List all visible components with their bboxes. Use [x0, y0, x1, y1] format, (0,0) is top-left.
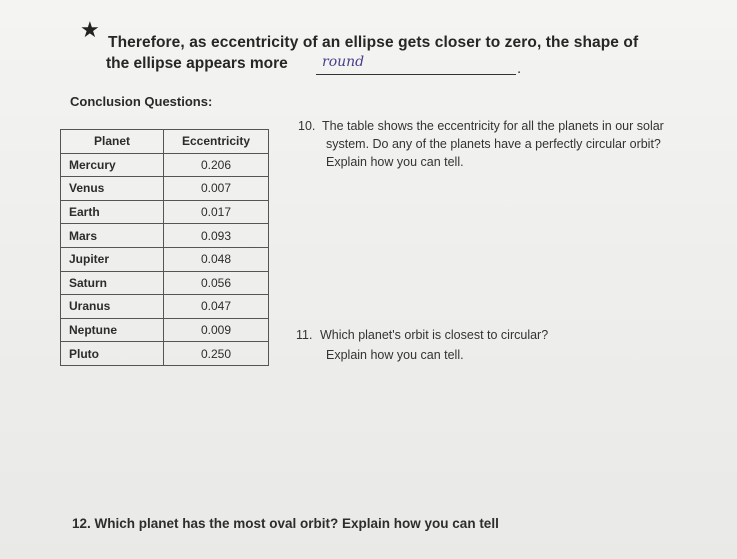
- eccentricity-value: 0.048: [164, 247, 269, 271]
- table-row: [61, 200, 269, 224]
- eccentricity-value: 0.093: [164, 224, 269, 248]
- question-10-line-2: system. Do any of the planets have a perfectly circular orbit?: [326, 137, 661, 151]
- answer-blank[interactable]: [316, 54, 516, 75]
- star-icon: ★: [80, 18, 100, 43]
- planet-name: Earth: [61, 200, 164, 224]
- eccentricity-table: [60, 129, 269, 366]
- table-header-row: [61, 130, 269, 154]
- eccentricity-value: 0.250: [164, 342, 269, 366]
- table-row: [61, 295, 269, 319]
- question-11: [296, 327, 656, 367]
- question-10-line-3: Explain how you can tell.: [326, 155, 464, 169]
- question-11-number: 11.: [296, 328, 313, 342]
- eccentricity-value: 0.206: [164, 153, 269, 177]
- planet-name: Saturn: [61, 271, 164, 295]
- column-header-eccentricity: Eccentricity: [164, 130, 269, 154]
- table-row: [61, 271, 269, 295]
- question-10-number: 10.: [298, 119, 316, 133]
- planet-name: Mars: [61, 224, 164, 248]
- table-row: [61, 342, 269, 366]
- table-row: [61, 247, 269, 271]
- question-10: [298, 118, 718, 178]
- table-row: [61, 224, 269, 248]
- table-row: [61, 177, 269, 201]
- planet-name: Uranus: [61, 295, 164, 319]
- question-12: 12. Which planet has the most oval orbit? Explain how you can tell: [72, 516, 499, 531]
- eccentricity-value: 0.007: [164, 177, 269, 201]
- statement-line-1: Therefore, as eccentricity of an ellipse gets closer to zero, the shape of: [108, 34, 639, 51]
- statement-period: .: [517, 60, 522, 77]
- eccentricity-value: 0.017: [164, 200, 269, 224]
- planet-name: Pluto: [61, 342, 164, 366]
- eccentricity-value: 0.009: [164, 318, 269, 342]
- eccentricity-value: 0.056: [164, 271, 269, 295]
- column-header-planet: Planet: [61, 130, 164, 154]
- question-11-line-1: Which planet's orbit is closest to circular?: [320, 328, 549, 342]
- table-row: [61, 153, 269, 177]
- statement-line-2: the ellipse appears more: [106, 55, 288, 72]
- question-11-line-2: Explain how you can tell.: [326, 348, 464, 362]
- question-10-line-1: The table shows the eccentricity for all the planets in our solar: [322, 119, 664, 133]
- eccentricity-value: 0.047: [164, 295, 269, 319]
- planet-name: Venus: [61, 177, 164, 201]
- planet-name: Neptune: [61, 318, 164, 342]
- handwritten-answer: round: [322, 54, 365, 70]
- section-heading: Conclusion Questions:: [70, 94, 213, 109]
- table-row: [61, 318, 269, 342]
- planet-name: Jupiter: [61, 247, 164, 271]
- planet-name: Mercury: [61, 153, 164, 177]
